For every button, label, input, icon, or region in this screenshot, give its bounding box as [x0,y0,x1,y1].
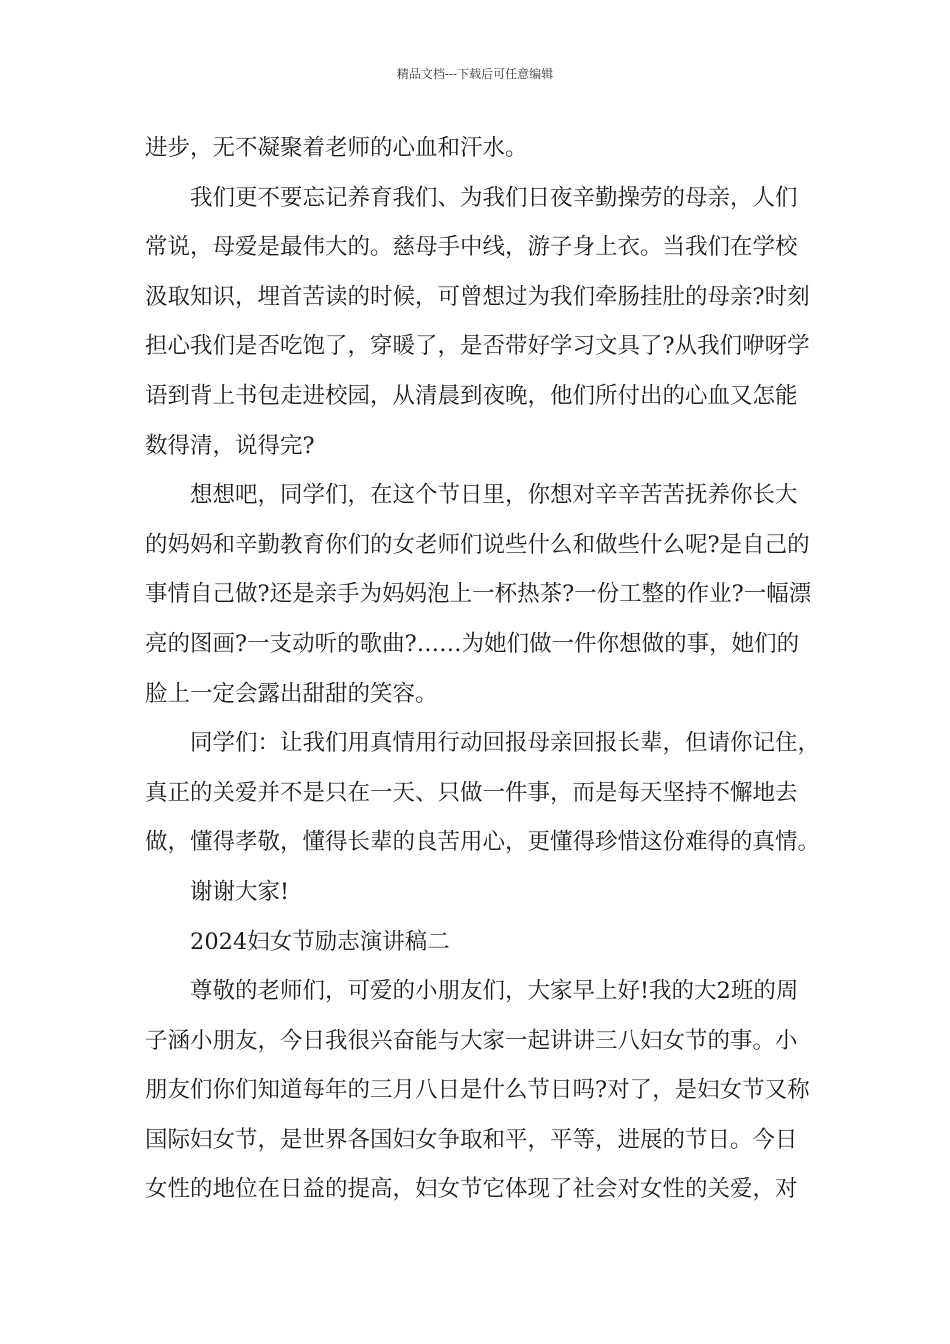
text-line: 数得清，说得完? [145,432,315,459]
text-line: 朋友们你们知道每年的三月八日是什么节日吗?对了，是妇女节又称 [145,1077,810,1104]
text-line: 亮的图画?一支动听的歌曲?……为她们做一件你想做的事，她们的 [145,630,800,657]
paragraph-start-line: 尊敬的老师们，可爱的小朋友们，大家早上好!我的大2班的周 [190,978,799,1005]
text-line: 汲取知识，埋首苦读的时候，可曾想过为我们牵肠挂肚的母亲?时刻 [145,283,810,310]
text-line: 的妈妈和辛勤教育你们的女老师们说些什么和做些什么呢?是自己的 [145,531,810,558]
text-line: 担心我们是否吃饱了，穿暖了，是否带好学习文具了?从我们咿呀学 [145,333,810,360]
text-line: 国际妇女节，是世界各国妇女争取和平，平等，进展的节日。今日 [145,1126,798,1153]
text-line: 女性的地位在日益的提高，妇女节它体现了社会对女性的关爱，对 [145,1176,798,1203]
text-line: 进步，无不凝聚着老师的心血和汗水。 [145,135,528,161]
document-body [145,124,821,1215]
closing-line: 谢谢大家! [190,878,290,905]
text-line: 事情自己做?还是亲手为妈妈泡上一杯热茶?一份工整的作业?一幅漂 [145,581,812,608]
text-line: 真正的关爱并不是只在一天、只做一件事，而是每天坚持不懈地去 [145,779,798,806]
paragraph-start-line: 同学们：让我们用真情用行动回报母亲回报长辈，但请你记住， [190,730,821,757]
text-line: 子涵小朋友，今日我很兴奋能与大家一起讲讲三八妇女节的事。小 [145,1027,798,1054]
section-title: 2024妇女节励志演讲稿二 [190,928,450,955]
text-line: 语到背上书包走进校园，从清晨到夜晚，他们所付出的心血又怎能 [145,382,798,409]
text-line: 常说，母爱是最伟大的。慈母手中线，游子身上衣。当我们在学校 [145,234,798,261]
page-header: 精品文档---下载后可任意编辑 [396,67,554,81]
text-line: 脸上一定会露出甜甜的笑容。 [145,680,438,707]
text-line: 做，懂得孝敬，懂得长辈的良苦用心，更懂得珍惜这份难得的真情。 [145,829,821,856]
paragraph-start-line: 我们更不要忘记养育我们、为我们日夜辛勤操劳的母亲，人们 [190,184,798,211]
paragraph-start-line: 想想吧，同学们，在这个节日里，你想对辛辛苦苦抚养你长大 [190,482,798,509]
